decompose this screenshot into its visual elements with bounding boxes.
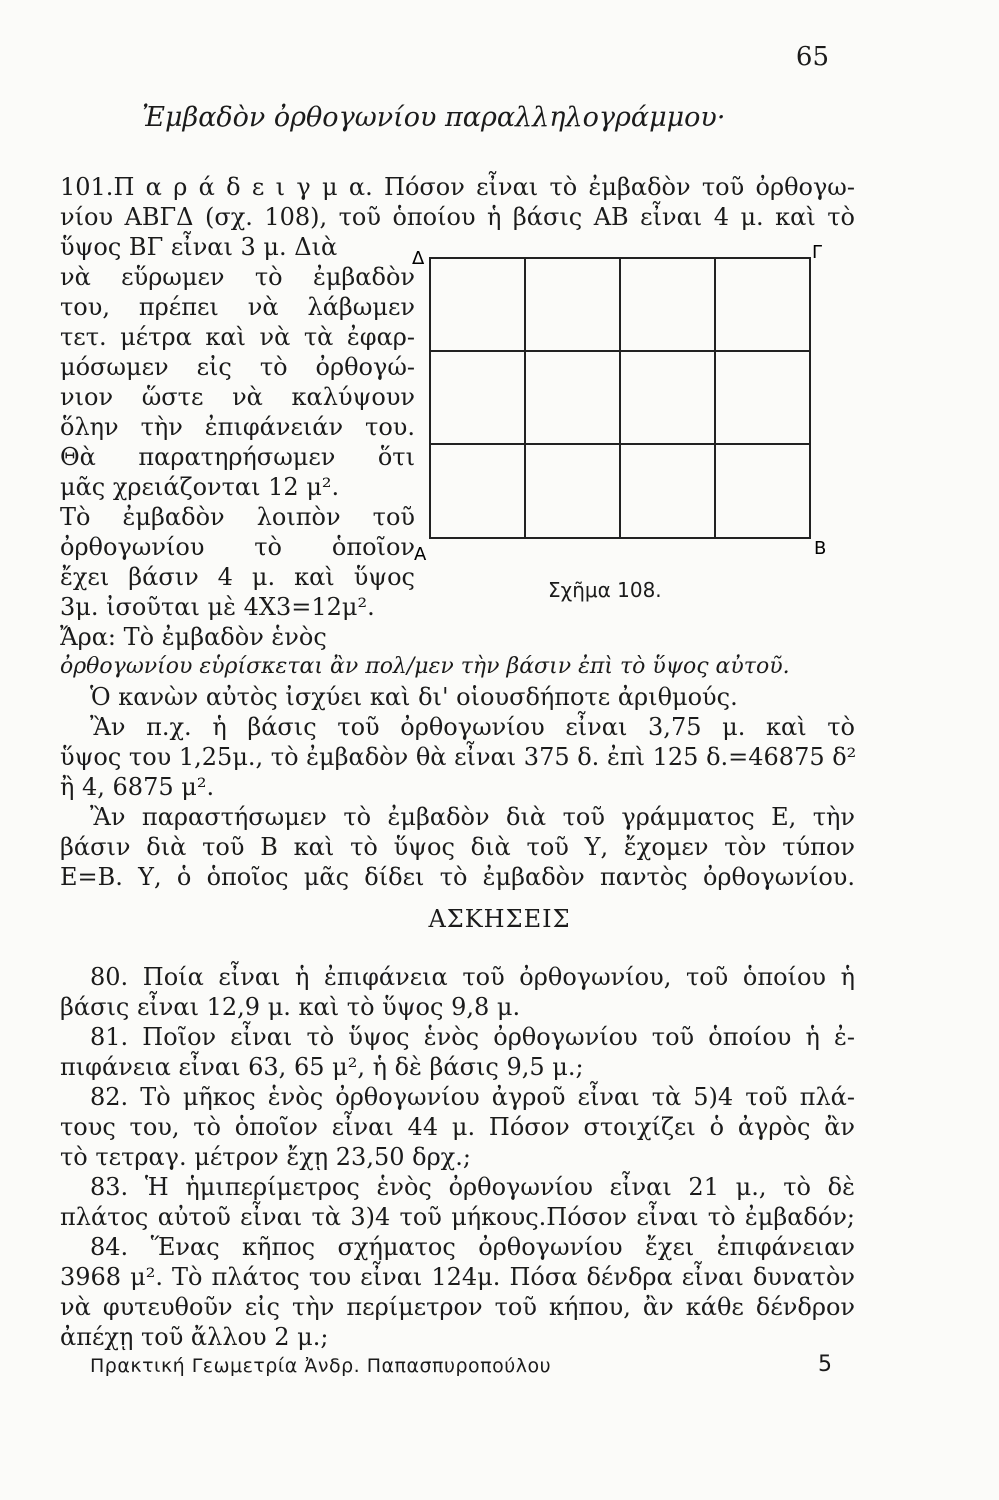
exercises-heading: ΑΣΚΗΣΕΙΣ: [428, 905, 571, 933]
rectangle-figure: [408, 238, 838, 568]
paragraph-line: νιον ὥστε νὰ καλύψουν: [60, 383, 415, 411]
paragraph-line: ἔχει βάσιν 4 μ. καὶ ὕψος: [60, 563, 415, 591]
paragraph-line: τετ. μέτρα καὶ νὰ τὰ ἐφαρ-: [60, 323, 415, 351]
body-line: Ἂν π.χ. ἡ βάσις τοῦ ὀρθογωνίου εἶναι 3,75 μ. καὶ τὸ: [90, 713, 855, 741]
page-number: 65: [795, 42, 829, 72]
body-line: Ἂν παραστήσωμεν τὸ ἐμβαδὸν διὰ τοῦ γράμματος Ε, τὴν: [90, 803, 855, 831]
section-title: Ἐμβαδὸν ὀρθογωνίου παραλληλογράμμου·: [142, 102, 726, 133]
body-line: Ε=Β. Υ, ὁ ὁποῖος μᾶς δίδει τὸ ἐμβαδὸν παντὸς ὀρθογωνίου.: [60, 863, 855, 891]
exercise-line: 80. Ποία εἶναι ἡ ἐπιφάνεια τοῦ ὀρθογωνίου, τοῦ ὁποίου ἡ: [90, 963, 855, 991]
paragraph-line: μᾶς χρειάζονται 12 μ².: [60, 473, 340, 501]
vertex-label-g: Γ: [812, 242, 823, 263]
paragraph-line: 3μ. ἰσοῦται μὲ 4Χ3=12μ².: [60, 593, 375, 621]
body-line: ἢ 4, 6875 μ².: [60, 773, 215, 801]
exercise-line: τους του, τὸ ὁποῖον εἶναι 44 μ. Πόσον στοιχίζει ὁ ἀγρὸς ἂν: [60, 1113, 855, 1141]
exercise-line: 84. Ἕνας κῆπος σχήματος ὀρθογωνίου ἔχει ἐπιφάνειαν: [90, 1233, 855, 1261]
exercise-line: 83. Ἡ ἡμιπερίμετρος ἑνὸς ὀρθογωνίου εἶναι 21 μ., τὸ δὲ: [90, 1173, 855, 1201]
footer-book-title: Πρακτική Γεωμετρία Ἀνδρ. Παπασπυροπούλου: [90, 1355, 552, 1377]
figure-caption: Σχῆμα 108.: [548, 578, 662, 602]
paragraph-line: ὀρθογωνίου τὸ ὁποῖον: [60, 533, 415, 561]
paragraph-line: 101.Π α ρ ά δ ε ι γ μ α. Πόσον εἶναι τὸ ἐμβαδὸν τοῦ ὀρθογω-: [60, 173, 855, 201]
body-line: ὕψος του 1,25μ., τὸ ἐμβαδὸν θὰ εἶναι 375 δ. ἐπὶ 125 δ.=46875 δ²: [60, 743, 857, 771]
exercise-line: πλάτος αὐτοῦ εἶναι τὰ 3)4 τοῦ μήκους.Πόσον εἶναι τὸ ἐμβαδόν;: [60, 1203, 855, 1231]
vertex-label-a: Α: [414, 544, 427, 565]
exercise-line: ἀπέχῃ τοῦ ἄλλου 2 μ.;: [60, 1323, 329, 1351]
exercise-line: 81. Ποῖον εἶναι τὸ ὕψος ἑνὸς ὀρθογωνίου τοῦ ὁποίου ἡ ἐ-: [90, 1023, 855, 1051]
body-line: Ὁ κανὼν αὐτὸς ἰσχύει καὶ δι' οἱουσδήποτε ἀριθμούς.: [90, 683, 738, 711]
vertex-label-d: Δ: [412, 248, 425, 269]
exercise-line: 82. Τὸ μῆκος ἑνὸς ὀρθογωνίου ἀγροῦ εἶναι τὰ 5)4 τοῦ πλά-: [90, 1083, 855, 1111]
rule-lead: Ἄρα: Τὸ ἐμβαδὸν ἑνὸς: [60, 623, 327, 651]
vertex-label-b: Β: [814, 538, 827, 559]
paragraph-line: ὅλην τὴν ἐπιφάνειάν του.: [60, 413, 415, 441]
paragraph-line: ὕψος ΒΓ εἶναι 3 μ. Διὰ: [60, 233, 338, 261]
paragraph-line: του, πρέπει νὰ λάβωμεν: [60, 293, 415, 321]
exercise-line: νὰ φυτευθοῦν εἰς τὴν περίμετρον τοῦ κήπου, ἂν κάθε δένδρον: [60, 1293, 855, 1321]
exercise-line: 3968 μ². Τὸ πλάτος του εἶναι 124μ. Πόσα δένδρα εἶναι δυνατὸν: [60, 1263, 855, 1291]
paragraph-line: Τὸ ἐμβαδὸν λοιπὸν τοῦ: [60, 503, 415, 531]
exercise-line: πιφάνεια εἶναι 63, 65 μ², ἡ δὲ βάσις 9,5 μ.;: [60, 1053, 584, 1081]
paragraph-line: μόσωμεν εἰς τὸ ὀρθογώ-: [60, 353, 415, 381]
rule-line: [60, 622, 855, 652]
exercise-line: βάσις εἶναι 12,9 μ. καὶ τὸ ὕψος 9,8 μ.: [60, 993, 521, 1021]
rule-line: ὀρθογωνίου εὑρίσκεται ἂν πολ/μεν τὴν βάσιν ἐπὶ τὸ ὕψος αὐτοῦ.: [60, 654, 790, 679]
rectangle-grid-diagram: [408, 238, 838, 568]
paragraph-line: νὰ εὕρωμεν τὸ ἐμβαδὸν: [60, 263, 415, 291]
body-line: βάσιν διὰ τοῦ Β καὶ τὸ ὕψος διὰ τοῦ Υ, ἔχομεν τὸν τύπον: [60, 833, 855, 861]
footer-signature-number: 5: [818, 1352, 832, 1377]
paragraph-line: νίου ΑΒΓΔ (σχ. 108), τοῦ ὁποίου ἡ βάσις ΑΒ εἶναι 4 μ. καὶ τὸ: [60, 203, 855, 231]
exercise-line: τὸ τετραγ. μέτρον ἔχῃ 23,50 δρχ.;: [60, 1143, 471, 1171]
paragraph-line: Θὰ παρατηρήσωμεν ὅτι: [60, 443, 415, 471]
